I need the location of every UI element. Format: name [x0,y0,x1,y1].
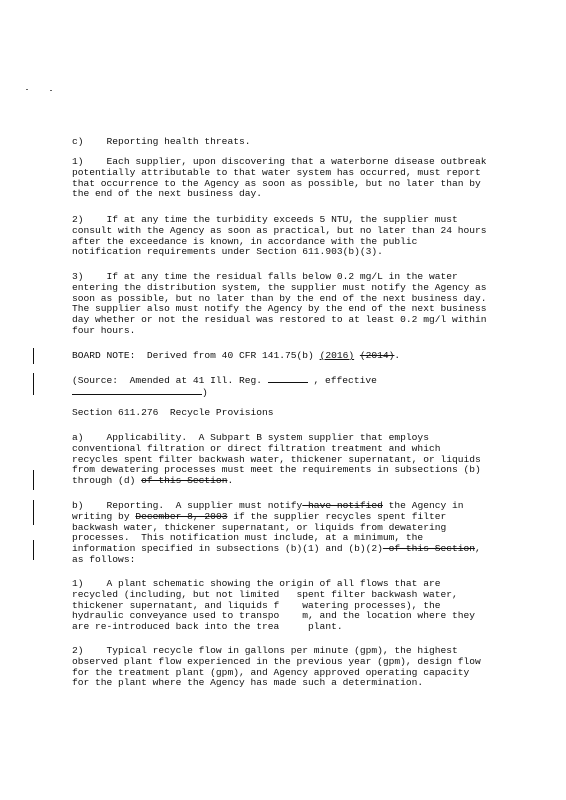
paragraph-a-applicability: a) Applicability. A Subpart B system supplier that employs conventional filtration or direct filtration treatment and which recycles spent filter backwash water, thickener supernatant, or liquids from dewatering processes must meet the requirements in subsections (b) through (d) of this Section. [72,432,481,487]
board-note: BOARD NOTE: Derived from 40 CFR 141.75(b) (2016) (2014). [72,350,401,361]
paragraph-b-reporting: b) Reporting. A supplier must notify have notified the Agency in writing by December 8, 2003 if the supplier recycles spent filter backwash water, thickener supernatant, or liquids from dewatering processes. This notification must include, at a minimum, the information specified in subsections (b)(1) and (b)(2) of this Section, as follows: [72,500,481,565]
revision-bar [33,500,34,525]
paragraph-c1: 1) Each supplier, upon discovering that a waterborne disease outbreak potentially attributable to that water system has occurred, must report that occurrence to the Agency as soon as possible, but no later than by the end of the next business day. [72,156,487,200]
section-heading: Section 611.276 Recycle Provisions [72,407,274,418]
paragraph-b2: 2) Typical recycle flow in gallons per minute (gpm), the highest observed plant flow experienced in the previous year (gpm), design flow for the treatment plant (gpm), and Agency approved operating capacity for the plant where the Agency has made such a determination. [72,645,481,689]
paragraph-b1: 1) A plant schematic showing the origin of all flows that are recycled (including, but not limited spent filter backwash water, thickener supernatant, and liquids f watering processes), the hydraulic conveyance used to transpo m, and the location where they are re-introduced back into the trea plant. [72,578,476,633]
scan-speck [26,89,28,90]
paragraph-c3: 3) If at any time the residual falls below 0.2 mg/L in the water entering the distribution system, the supplier must notify the Agency as soon as possible, but no later than by the end of the next business day. The supplier also must notify the Agency by the end of the next business day whether or not the residual was restored to at least 0.2 mg/l within four hours. [72,271,487,336]
revision-bar [33,348,34,364]
paragraph-c2: 2) If at any time the turbidity exceeds 5 NTU, the supplier must consult with the Agency as soon as practical, but no later than 24 hours after the exceedance is known, in accordance with the public notification requirements under Section 611.903(b)(3). [72,214,487,258]
scan-speck [50,90,52,91]
reg-blank [268,375,308,383]
revision-bar [33,470,34,490]
revision-bar [33,373,34,395]
effective-date-blank [72,387,202,395]
source-note: (Source: Amended at 41 Ill. Reg. , effective ) [72,375,377,398]
revision-bar [33,540,34,560]
reporting-health-threats-heading: c) Reporting health threats. [72,136,251,147]
